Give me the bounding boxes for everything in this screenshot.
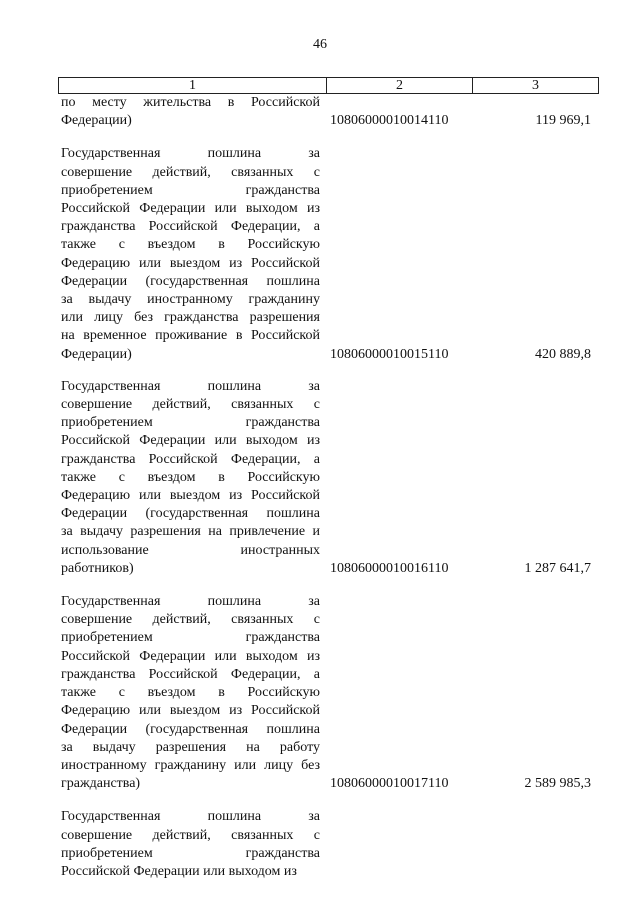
budget-code: 10806000010017110 <box>330 776 449 792</box>
description-line: совершение действий, связанных с <box>61 827 320 843</box>
description-line: использование иностранных <box>61 542 320 558</box>
amount-value: 2 589 985,3 <box>524 776 591 792</box>
description-line: также с въездом в Российскую <box>61 469 320 485</box>
description-line: совершение действий, связанных с <box>61 612 320 628</box>
description-line: Государственная пошлина за <box>61 146 320 162</box>
description-line: Федерации (государственная пошлина <box>61 273 320 289</box>
description-line: Федерации (государственная пошлина <box>61 506 320 522</box>
description-line: приобретением гражданства <box>61 415 320 431</box>
row-description <box>58 145 320 363</box>
description-line: гражданства Российской Федерации, а <box>61 451 320 467</box>
table-body <box>58 94 599 881</box>
description-line: Российской Федерации или выходом из <box>61 433 320 449</box>
description-line: гражданства Российской Федерации, а <box>61 219 320 235</box>
description-line: приобретением гражданства <box>61 182 320 198</box>
description-line: или лицу без гражданства разрешения <box>61 310 320 326</box>
description-line: гражданства) <box>61 776 141 792</box>
row-description <box>58 593 320 793</box>
description-line: также с въездом в Российскую <box>61 237 320 253</box>
description-line: Государственная пошлина за <box>61 594 320 610</box>
description-line: Российской Федерации или выходом из <box>61 648 320 664</box>
row-description <box>58 808 320 881</box>
header-col-1: 1 <box>59 78 327 93</box>
description-line: совершение действий, связанных с <box>61 397 320 413</box>
table-row <box>58 593 599 793</box>
description-line: совершение действий, связанных с <box>61 164 320 180</box>
description-line: на временное проживание в Российской <box>61 328 320 344</box>
table-row <box>58 94 599 130</box>
revenue-table <box>58 77 599 881</box>
description-line: Российской Федерации или выходом из <box>61 201 320 217</box>
description-line: также с въездом в Российскую <box>61 685 320 701</box>
description-line: Федерацию или выездом из Российской <box>61 255 320 271</box>
description-line: гражданства Российской Федерации, а <box>61 666 320 682</box>
description-line: приобретением гражданства <box>61 630 320 646</box>
description-line: приобретением гражданства <box>61 845 320 861</box>
budget-code: 10806000010015110 <box>330 346 449 362</box>
description-line: иностранному гражданину или лицу без <box>61 757 320 773</box>
description-line: по месту жительства в Российской <box>61 95 320 110</box>
description-line: Федерации (государственная пошлина <box>61 721 320 737</box>
budget-code: 10806000010014110 <box>330 113 449 129</box>
description-line: Государственная пошлина за <box>61 378 320 394</box>
table-header-row <box>58 77 599 94</box>
page-number: 46 <box>313 37 327 52</box>
description-line: Российской Федерации или выходом из <box>61 863 297 879</box>
description-line: за выдачу разрешения на привлечение и <box>61 524 320 540</box>
header-col-3: 3 <box>532 78 539 93</box>
table-row <box>58 378 599 578</box>
description-line: за выдачу разрешения на работу <box>61 739 320 755</box>
description-line: Федерацию или выездом из Российской <box>61 488 320 504</box>
description-line: Федерации) <box>61 346 132 362</box>
row-description <box>58 378 320 578</box>
amount-value: 1 287 641,7 <box>524 560 591 576</box>
amount-value: 420 889,8 <box>535 346 591 362</box>
description-line: работников) <box>61 560 134 576</box>
row-description <box>58 94 320 130</box>
description-line: за выдачу иностранному гражданину <box>61 292 320 308</box>
amount-value: 119 969,1 <box>535 113 591 129</box>
description-line: Федерацию или выездом из Российской <box>61 703 320 719</box>
description-line: Государственная пошлина за <box>61 809 320 825</box>
table-row <box>58 145 599 363</box>
description-line: Федерации) <box>61 113 132 129</box>
budget-code: 10806000010016110 <box>330 560 449 576</box>
table-row <box>58 808 599 881</box>
header-col-2: 2 <box>327 78 473 93</box>
